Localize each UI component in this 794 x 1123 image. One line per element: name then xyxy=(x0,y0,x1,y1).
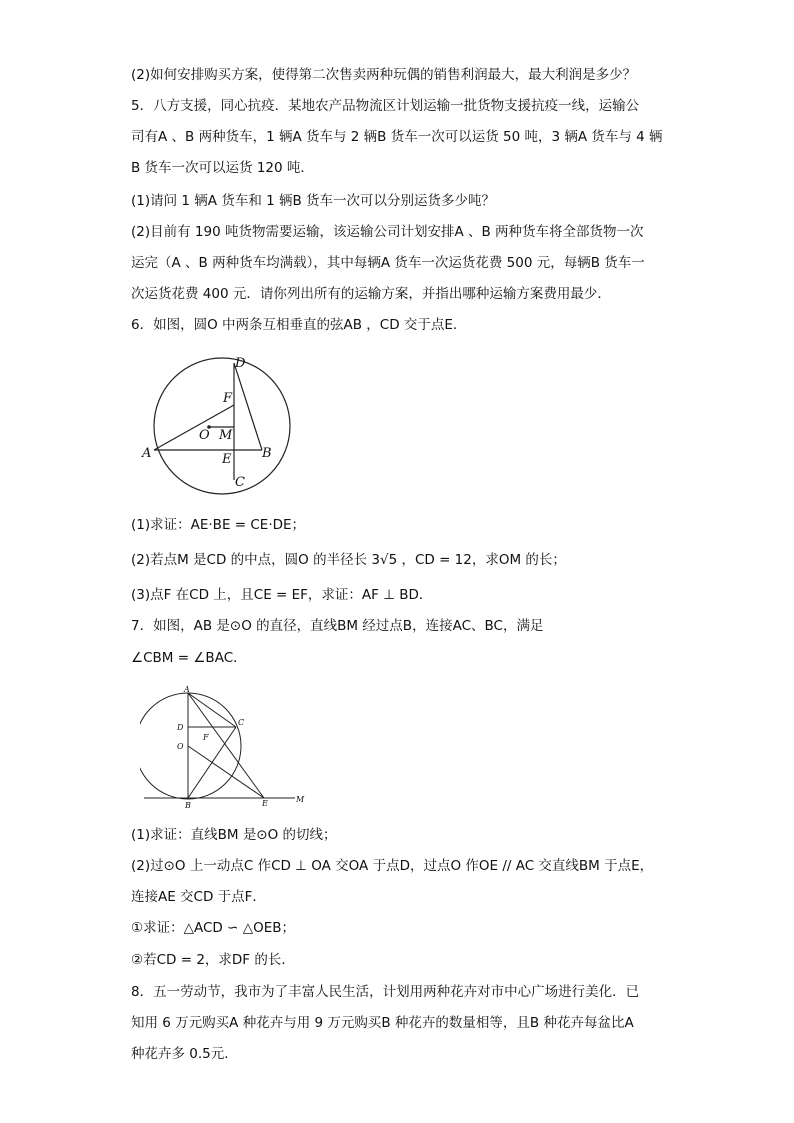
segment-oe xyxy=(188,746,264,798)
text-line: 运完（A 、B 两种货车均满载），其中每辆A 货车一次运货花费 500 元，每辆B 货车一 xyxy=(131,255,645,271)
text-line: 司有A 、B 两种货车，1 辆A 货车与 2 辆B 货车一次可以运货 50 吨，3 辆A 货车与 4 辆 xyxy=(131,129,663,145)
text-line: (2)若点M 是CD 的中点，圆O 的半径长 3√5 ，CD = 12，求OM 的长； xyxy=(131,552,566,568)
text-line: (1)请问 1 辆A 货车和 1 辆B 货车一次可以分别运货多少吨？ xyxy=(131,193,496,209)
text-line: (3)点F 在CD 上，且CE = EF，求证：AF ⊥ BD． xyxy=(131,587,433,603)
label-e: E xyxy=(262,799,268,808)
label-f: F xyxy=(203,733,209,742)
label-o: O xyxy=(177,742,184,751)
text-line: (2)如何安排购买方案，使得第二次售卖两种玩偶的销售利润最大，最大利润是多少？ xyxy=(131,67,637,83)
circle-chords-figure xyxy=(138,355,298,495)
label-f: F xyxy=(223,391,233,406)
text-line: ①求证：△ACD ∽ △OEB； xyxy=(131,920,295,936)
text-line: (2)目前有 190 吨货物需要运输，该运输公司计划安排A 、B 两种货车将全部货物一次 xyxy=(131,224,644,240)
label-c: C xyxy=(235,475,245,490)
text-line: 知用 6 万元购买A 种花卉与用 9 万元购买B 种花卉的数量相等，且B 种花卉每盆比A xyxy=(131,1015,634,1031)
label-d: D xyxy=(235,356,246,371)
text-line: ∠CBM = ∠BAC． xyxy=(131,650,247,666)
text-line: 次运货花费 400 元．请你列出所有的运输方案，并指出哪种运输方案费用最少． xyxy=(131,286,611,302)
segment-ac xyxy=(188,693,236,727)
text-line: ②若CD = 2，求DF 的长． xyxy=(131,952,295,968)
text-line: 连接AE 交CD 于点F． xyxy=(131,889,266,905)
label-b: B xyxy=(185,801,191,810)
segment-db xyxy=(234,363,262,450)
label-m: M xyxy=(296,795,305,804)
text-line: B 货车一次可以运货 120 吨． xyxy=(131,160,314,176)
text-line: (1)求证：直线BM 是⊙O 的切线； xyxy=(131,827,337,843)
text-line: 8．五一劳动节，我市为了丰富人民生活，计划用两种花卉对市中心广场进行美化．已 xyxy=(131,984,640,1000)
text-line: (1)求证：AE·BE = CE·DE； xyxy=(131,517,306,533)
text-line: 6．如图，圆O 中两条互相垂直的弦AB ，CD 交于点E． xyxy=(131,317,467,333)
text-line: 7．如图，AB 是⊙O 的直径，直线BM 经过点B，连接AC、BC，满足 xyxy=(131,618,544,634)
label-b: B xyxy=(262,446,272,461)
circle-tangent-figure xyxy=(140,685,310,810)
circle-o xyxy=(154,358,290,494)
label-c: C xyxy=(238,718,245,727)
label-e: E xyxy=(222,452,232,467)
text-line: 5．八方支援，同心抗疫．某地农产品物流区计划运输一批货物支援抗疫一线，运输公 xyxy=(131,98,640,114)
label-o: O xyxy=(199,428,210,443)
label-a: A xyxy=(184,685,190,694)
label-d: D xyxy=(177,723,184,732)
text-line: 种花卉多 0.5元． xyxy=(131,1046,238,1062)
label-a: A xyxy=(142,446,152,461)
text-line: (2)过⊙O 上一动点C 作CD ⊥ OA 交OA 于点D，过点O 作OE // AC 交直线BM 于点E， xyxy=(131,858,654,874)
label-m: M xyxy=(219,428,233,443)
